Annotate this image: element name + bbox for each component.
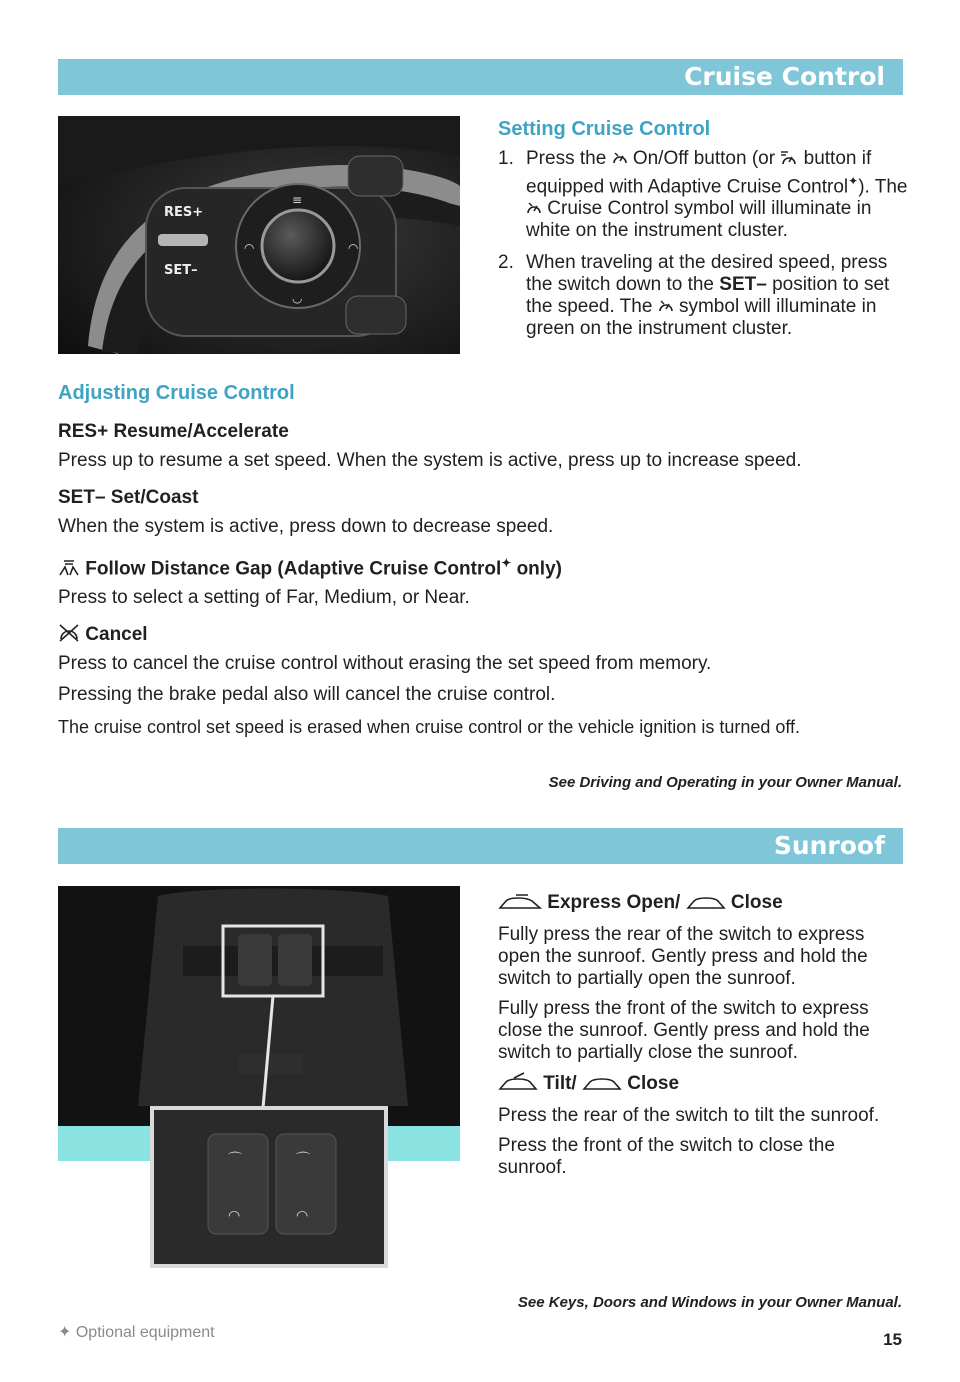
step-2-text-a: When traveling at the desired speed, press the switch down to the [526, 252, 888, 296]
cruise-control-icon [526, 201, 542, 217]
optional-equipment-note [58, 1322, 215, 1342]
sunroof-instructions [498, 892, 908, 1187]
cancel-heading-text: Cancel [85, 624, 148, 646]
step-1-text-a: Press the [526, 148, 607, 169]
cancel-heading [58, 623, 908, 646]
page-number: 15 [883, 1330, 902, 1349]
follow-gap-heading-a: Follow Distance Gap (Adaptive Cruise Control [85, 558, 502, 580]
tilt-close-heading [498, 1072, 908, 1095]
sunroof-banner: Sunroof [58, 828, 903, 864]
step-2-number: 2. [498, 252, 514, 274]
follow-gap-text: Press to select a setting of Far, Medium, or Near. [58, 587, 470, 609]
tilt-text: Press the rear of the switch to tilt the sunroof. [498, 1105, 880, 1126]
follow-distance-gap-icon [58, 559, 80, 577]
tilt-heading-b: Close [627, 1073, 680, 1094]
sunroof-close-icon [582, 1074, 622, 1092]
svg-text:⌒: ⌒ [296, 1152, 310, 1168]
cruise-manual-reference: See Driving and Operating in your Owner Manual. [548, 774, 902, 791]
res-resume-heading: RES+ Resume/Accelerate [58, 421, 289, 442]
res-label: RES+ [164, 205, 204, 220]
express-close-text: Fully press the front of the switch to express close the sunroof. Gently press and hold the switch to partially close the sunroof. [498, 998, 870, 1063]
express-heading-a: Express Open/ [547, 892, 681, 913]
close-text: Press the front of the switch to close the sunroof. [498, 1135, 835, 1178]
step-2 [498, 252, 908, 340]
step-1-text-e: Cruise Control symbol will illuminate in white on the instrument cluster. [526, 198, 872, 242]
cancel-text: Press to cancel the cruise control without erasing the set speed from memory. [58, 653, 712, 675]
step-2-set-label: SET– [719, 274, 767, 296]
step-1-number: 1. [498, 148, 514, 169]
res-resume-text: Press up to resume a set speed. When the system is active, press up to increase speed. [58, 450, 802, 471]
adjusting-cruise-control-heading: Adjusting Cruise Control [58, 382, 295, 404]
brake-text: Pressing the brake pedal also will cancel the cruise control. [58, 684, 556, 706]
set-coast-heading: SET– Set/Coast [58, 487, 199, 508]
sunroof-manual-reference: See Keys, Doors and Windows in your Owner Manual. [517, 1294, 902, 1311]
svg-text:◡: ◡ [292, 291, 303, 305]
follow-gap-heading-b: only) [511, 558, 562, 580]
optional-equipment-text: Optional equipment [75, 1324, 215, 1341]
express-open-text: Fully press the rear of the switch to express open the sunroof. Gently press and hold the switch to partially open the sunroof. [498, 924, 868, 989]
step-2-text-d: symbol will illuminate in green on the instrument cluster. [526, 296, 877, 340]
erase-text: The cruise control set speed is erased when cruise control or the vehicle ignition is turned off. [58, 717, 801, 738]
tilt-heading-a: Tilt/ [543, 1073, 577, 1094]
express-open-icon [498, 893, 542, 911]
sunroof-switch-photo [58, 886, 460, 1272]
express-heading-b: Close [730, 892, 783, 913]
cruise-control-banner: Cruise Control [58, 59, 903, 95]
follow-gap-heading [58, 552, 908, 580]
svg-text:◠: ◠ [348, 241, 359, 255]
svg-text:≡: ≡ [292, 193, 303, 207]
cruise-control-icon [658, 299, 674, 315]
step-1 [498, 148, 908, 242]
sunroof-close-icon [686, 893, 726, 911]
svg-text:◠: ◠ [228, 1208, 241, 1224]
step-1-text-d: ). The [858, 176, 908, 198]
express-open-close-heading [498, 892, 908, 914]
svg-text:◠: ◠ [296, 1208, 309, 1224]
cancel-icon [58, 623, 80, 643]
setting-steps [498, 148, 908, 350]
svg-text:◠: ◠ [244, 241, 255, 255]
set-coast-text: When the system is active, press down to decrease speed. [58, 516, 554, 537]
step-2-text-c: position to set the speed. The [526, 274, 890, 318]
setting-cruise-control-heading: Setting Cruise Control [498, 118, 711, 140]
step-1-text-c: button if equipped with Adaptive Cruise Control [526, 148, 872, 198]
tilt-icon [498, 1072, 538, 1092]
set-label: SET– [164, 263, 198, 278]
cruise-control-icon [612, 151, 628, 167]
svg-text:⌒: ⌒ [228, 1152, 242, 1168]
optional-equipment-icon: ✦ [848, 174, 859, 188]
step-1-text-b: On/Off button (or [632, 148, 776, 169]
steering-wheel-controls-photo [58, 116, 460, 354]
optional-equipment-icon: ✦ [58, 1324, 72, 1341]
optional-equipment-icon: ✦ [501, 556, 512, 570]
adaptive-cruise-control-icon [780, 151, 798, 167]
adjusting-section [58, 420, 908, 745]
